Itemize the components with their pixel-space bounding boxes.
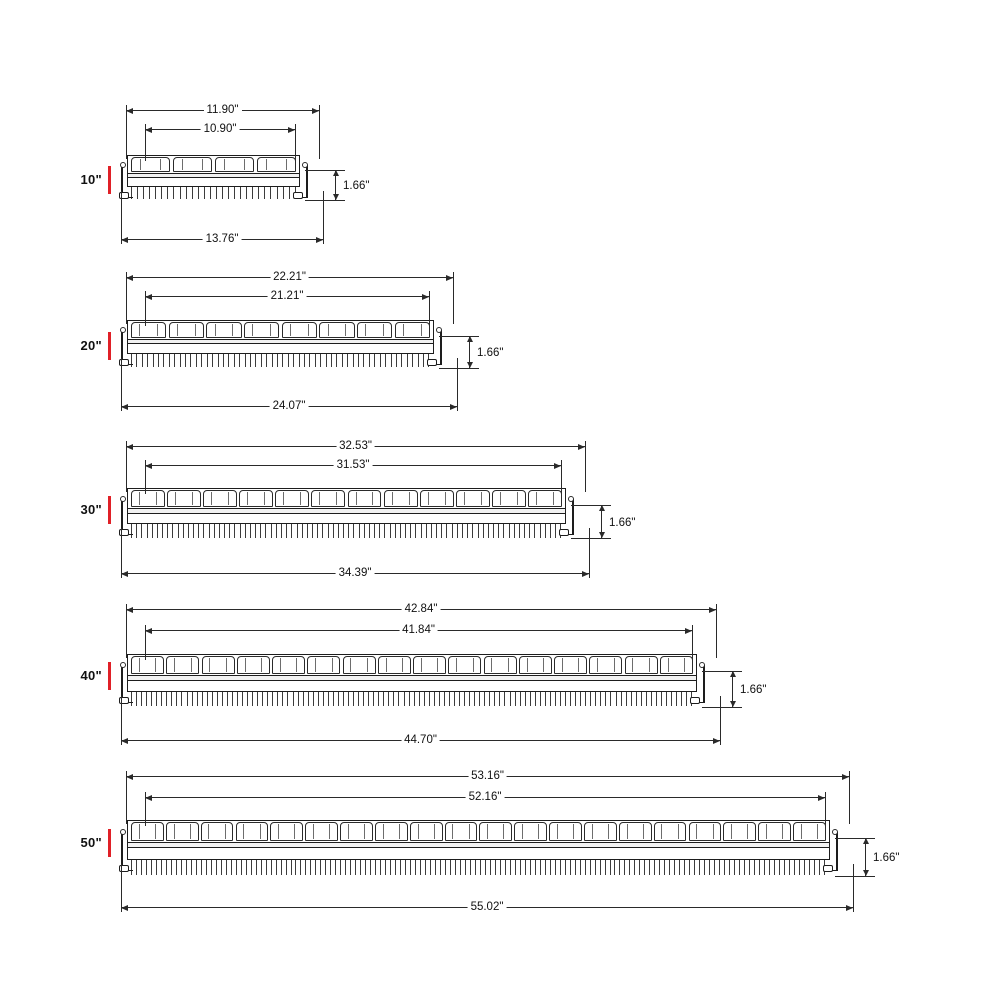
optic-lens [131,822,164,841]
heat-sink-fin [171,860,172,875]
optic-lens [619,822,652,841]
optic-lens [305,822,338,841]
heat-sink-fin [370,860,371,875]
optic-lens [584,822,617,841]
overall-bottom-dimension-label: 13.76" [203,233,242,245]
heat-sink-fin [709,860,710,875]
heat-sink-fin [300,860,301,875]
heat-sink-fin [315,860,316,875]
heat-sink-fin [156,860,157,875]
optic-lens-row [131,822,826,841]
heat-sink-fin [754,860,755,875]
heat-sink-fin [236,860,237,875]
bracket-bolt [120,829,126,835]
mount-hole-dimension-label: 31.53" [334,459,373,471]
heat-sink-fin [495,860,496,875]
extension-line-right-mid [825,792,826,826]
heat-sink-fin [400,860,401,875]
overall-top-dimension-label: 53.16" [468,770,507,782]
heat-sink-fin [555,860,556,875]
heat-sink-fin [390,860,391,875]
mount-hole-dimension-label: 21.21" [268,290,307,302]
mount-hole-dimension-arrow-left [145,795,152,801]
overall-top-dimension-label: 32.53" [336,440,375,452]
overall-top-dimension-label: 22.21" [270,271,309,283]
heat-sink-fin [794,860,795,875]
overall-top-dimension-label: 11.90" [203,104,241,116]
heat-sink-fins [131,860,826,875]
heat-sink-fin [435,860,436,875]
optic-lens [166,822,199,841]
heat-sink-fin [694,860,695,875]
heat-sink-fin [679,860,680,875]
heat-sink-fin [360,860,361,875]
heat-sink-fin [345,860,346,875]
heat-sink-fin [181,860,182,875]
size-label: 20" [80,338,102,353]
heat-sink-fin [310,860,311,875]
heat-sink-fin [649,860,650,875]
heat-sink-fin [684,860,685,875]
heat-sink-fin [485,860,486,875]
heat-sink-fin [809,860,810,875]
bracket-bolt [832,829,838,835]
depth-dimension-label: 1.66" [609,516,636,529]
extension-line-right-bottom [853,864,854,912]
optic-lens [479,822,512,841]
heat-sink-fin [455,860,456,875]
heat-sink-fin [774,860,775,875]
heat-sink-fin [305,860,306,875]
optic-lens [758,822,791,841]
heat-sink-fin [535,860,536,875]
heat-sink-fin [550,860,551,875]
heat-sink-fin [470,860,471,875]
heat-sink-fin [251,860,252,875]
heat-sink-fin [814,860,815,875]
optic-lens [375,822,408,841]
heat-sink-fin [241,860,242,875]
heat-sink-fin [380,860,381,875]
heat-sink-fin [430,860,431,875]
heat-sink-fin [610,860,611,875]
heat-sink-fin [475,860,476,875]
heat-sink-fin [510,860,511,875]
heat-sink-fin [540,860,541,875]
heat-sink-fin [585,860,586,875]
heat-sink-fin [450,860,451,875]
heat-sink-fin [325,860,326,875]
heat-sink-fin [580,860,581,875]
heat-sink-fin [505,860,506,875]
heat-sink-fin [779,860,780,875]
optic-lens [549,822,582,841]
overall-bottom-dimension-label: 34.39" [336,567,375,579]
optic-lens [270,822,303,841]
heat-sink-fin [261,860,262,875]
heat-sink-fin [330,860,331,875]
heat-sink-fin [704,860,705,875]
bracket-foot [823,865,833,872]
heat-sink-fin [515,860,516,875]
heat-sink-fin [191,860,192,875]
heat-sink-fin [246,860,247,875]
depth-dimension-label: 1.66" [477,347,504,359]
heat-sink-fin [744,860,745,875]
heat-sink-fin [565,860,566,875]
heat-sink-fin [460,860,461,875]
heat-sink-fin [699,860,700,875]
heat-sink-fin [291,860,292,875]
mount-hole-dimension-label: 52.16" [466,791,505,803]
heat-sink-fin [500,860,501,875]
light-bar-drawing [127,820,830,886]
heat-sink-fin [415,860,416,875]
heat-sink-fin [375,860,376,875]
heat-sink-fin [226,860,227,875]
overall-bottom-dimension-label: 55.02" [468,901,507,913]
heat-sink-fin [520,860,521,875]
heat-sink-fin [405,860,406,875]
heat-sink-fin [211,860,212,875]
heat-sink-fin [141,860,142,875]
heat-sink-fin [624,860,625,875]
depth-dimension-label: 1.66" [873,852,900,864]
size-accent-bar [108,829,111,857]
heat-sink-fin [271,860,272,875]
heat-sink-fin [804,860,805,875]
heat-sink-fin [151,860,152,875]
size-label: 40" [80,668,102,683]
optic-lens [445,822,478,841]
heat-sink-fin [659,860,660,875]
heat-sink-fin [276,860,277,875]
heat-sink-fin [335,860,336,875]
heat-sink-fin [340,860,341,875]
heat-sink-fin [365,860,366,875]
heat-sink-fin [480,860,481,875]
heat-sink-fin [605,860,606,875]
heat-sink-fin [799,860,800,875]
overall-top-dimension-label: 42.84" [402,603,441,615]
heat-sink-fin [619,860,620,875]
heat-sink-fin [629,860,630,875]
heat-sink-fin [266,860,267,875]
heat-sink-fin [719,860,720,875]
heat-sink-fin [714,860,715,875]
heat-sink-fin [295,860,296,875]
depth-extension-upper [835,838,875,839]
optic-lens [723,822,756,841]
heat-sink-fin [595,860,596,875]
size-label: 50" [80,835,102,850]
heat-sink-fin [530,860,531,875]
heat-sink-fin [320,860,321,875]
optic-lens [514,822,547,841]
heat-sink-fin [465,860,466,875]
heat-sink-fin [734,860,735,875]
heat-sink-fin [614,860,615,875]
heat-sink-fin [490,860,491,875]
heat-sink-fin [575,860,576,875]
heat-sink-fin [545,860,546,875]
optic-lens [689,822,722,841]
depth-dimension-label: 1.66" [740,684,767,696]
heat-sink-fin [759,860,760,875]
heat-sink-fin [196,860,197,875]
heat-sink-fin [445,860,446,875]
size-label: 30" [80,502,102,517]
heat-sink-fin [634,860,635,875]
heat-sink-fin [161,860,162,875]
heat-sink-fin [355,860,356,875]
mounting-bracket [121,832,135,882]
size-label: 10" [80,172,102,187]
depth-dimension-label: 1.66" [343,180,370,192]
heat-sink-fin [166,860,167,875]
heat-sink-fin [789,860,790,875]
optic-lens [793,822,826,841]
housing-mid-band [128,842,829,848]
depth-dimension-arrow-up [863,838,869,844]
heat-sink-fin [819,860,820,875]
heat-sink-fin [440,860,441,875]
heat-sink-fin [256,860,257,875]
heat-sink-fin [560,860,561,875]
overall-bottom-dimension-label: 24.07" [270,400,309,412]
heat-sink-fin [221,860,222,875]
heat-sink-fin [425,860,426,875]
heat-sink-fin [674,860,675,875]
heat-sink-fin [644,860,645,875]
heat-sink-fin [669,860,670,875]
heat-sink-fin [281,860,282,875]
heat-sink-fin [410,860,411,875]
heat-sink-fin [724,860,725,875]
heat-sink-fin [769,860,770,875]
overall-top-dimension-arrow-left [126,774,133,780]
heat-sink-fin [231,860,232,875]
mounting-bracket [824,832,838,882]
heat-sink-fin [146,860,147,875]
heat-sink-fin [176,860,177,875]
heat-sink-fin [216,860,217,875]
optic-lens [654,822,687,841]
heat-sink-fin [590,860,591,875]
optic-lens [236,822,269,841]
heat-sink-fin [206,860,207,875]
overall-top-dimension-arrow-right [842,774,849,780]
heat-sink-fin [764,860,765,875]
mount-hole-dimension-label: 41.84" [399,624,438,636]
heat-sink-fin [525,860,526,875]
heat-sink-fin [395,860,396,875]
heat-sink-fin [639,860,640,875]
heat-sink-fin [664,860,665,875]
optic-lens [340,822,373,841]
heat-sink-fin [654,860,655,875]
heat-sink-fin [186,860,187,875]
heat-sink-fin [689,860,690,875]
extension-line-right-top [849,771,850,824]
overall-bottom-dimension-label: 44.70" [401,734,440,746]
heat-sink-fin [385,860,386,875]
depth-extension-lower [835,876,875,877]
heat-sink-fin [350,860,351,875]
heat-sink-fin [201,860,202,875]
heat-sink-fin [784,860,785,875]
optic-lens [201,822,234,841]
optic-lens [410,822,443,841]
heat-sink-fin [729,860,730,875]
heat-sink-fin [749,860,750,875]
mount-hole-dimension-label: 10.90" [201,123,240,135]
heat-sink-fin [136,860,137,875]
heat-sink-fin [286,860,287,875]
overall-bottom-dimension-arrow-left [121,905,128,911]
overall-bottom-dimension-arrow-right [846,905,853,911]
mount-hole-dimension-arrow-right [818,795,825,801]
depth-dimension-arrow-down [863,870,869,876]
heat-sink-fin [739,860,740,875]
heat-sink-fin [570,860,571,875]
heat-sink-fin [600,860,601,875]
heat-sink-fin [420,860,421,875]
